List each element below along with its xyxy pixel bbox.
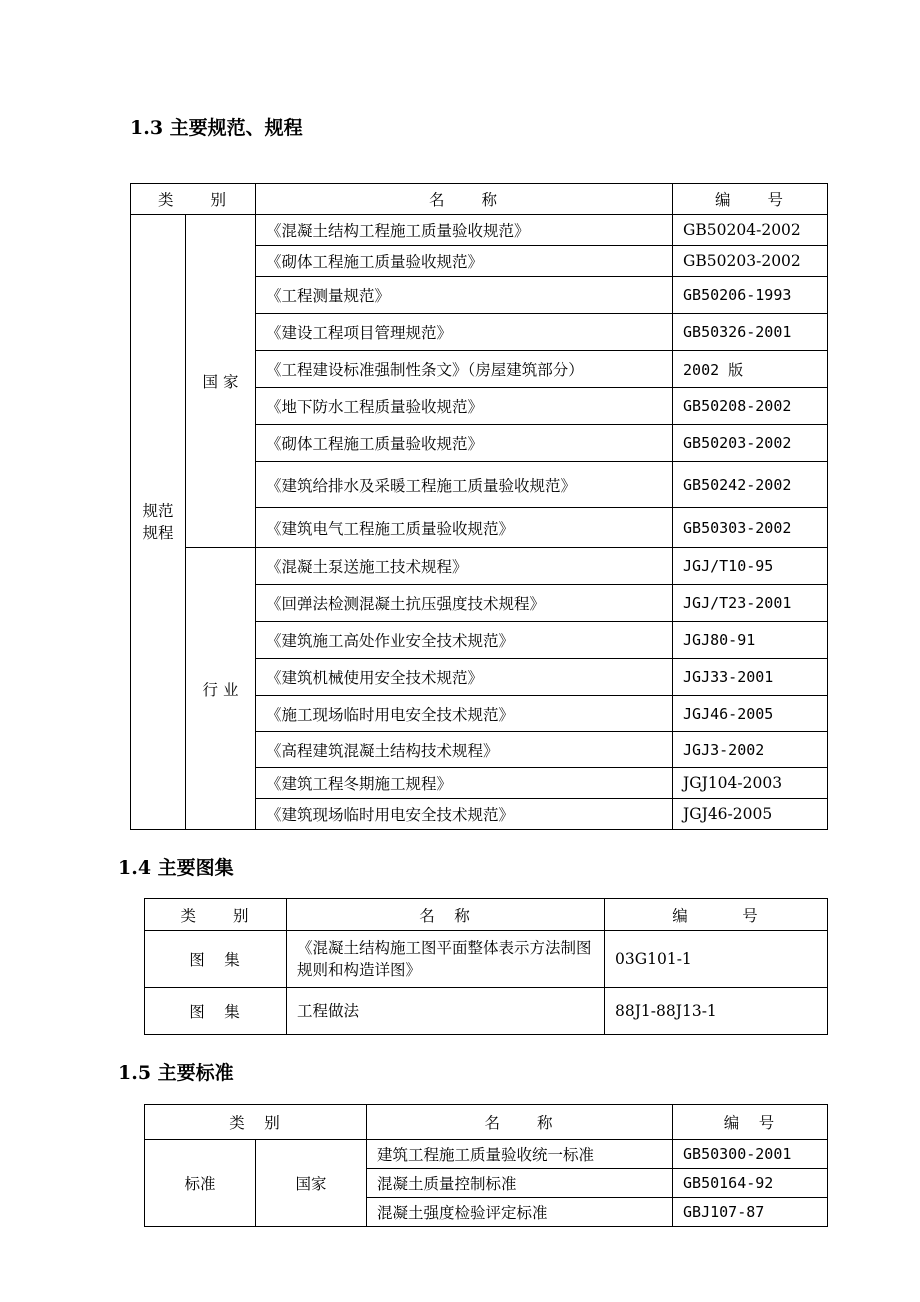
standards-table [144,1104,828,1227]
table-row [131,184,828,215]
group-label: 规范规程 [131,215,186,830]
table-row [145,931,828,988]
standard-code: GB50164-92 [673,1169,828,1198]
section-1-4-heading: 1.4 主要图集 [118,857,234,879]
spec-name: 《工程测量规范》 [256,277,673,314]
standard-name: 混凝土强度检验评定标准 [367,1198,673,1227]
atlas-code: 03G101-1 [605,931,828,988]
specifications-table [130,183,828,830]
spec-code: JGJ3-2002 [673,732,828,768]
spec-code: GB50203-2002 [673,425,828,462]
industry-label: 行 业 [186,548,256,830]
atlas-name: 工程做法 [287,988,605,1035]
header-name: 名 称 [287,899,605,931]
spec-name: 《地下防水工程质量验收规范》 [256,388,673,425]
header-code: 编 号 [673,1105,828,1140]
spec-name: 《工程建设标准强制性条文》（房屋建筑部分） [256,351,673,388]
header-code: 编 号 [673,184,828,215]
spec-name: 《建筑机械使用安全技术规范》 [256,659,673,696]
spec-name: 《施工现场临时用电安全技术规范》 [256,696,673,732]
spec-name: 《建筑给排水及采暖工程施工质量验收规范》 [256,462,673,508]
spec-code: GB50206-1993 [673,277,828,314]
spec-name: 《砌体工程施工质量验收规范》 [256,246,673,277]
spec-code: JGJ46-2005 [673,696,828,732]
section-1-5-heading: 1.5 主要标准 [118,1062,234,1084]
spec-code: JGJ104-2003 [673,768,828,799]
section-1-3-heading: 1.3 主要规范、规程 [130,117,303,139]
spec-code: GB50208-2002 [673,388,828,425]
standard-name: 建筑工程施工质量验收统一标准 [367,1140,673,1169]
header-category: 类 别 [131,184,256,215]
table-row [145,1105,828,1140]
header-name: 名 称 [367,1105,673,1140]
spec-name: 《高程建筑混凝土结构技术规程》 [256,732,673,768]
spec-code: JGJ/T10-95 [673,548,828,585]
atlas-name: 《混凝土结构施工图平面整体表示方法制图规则和构造详图》 [287,931,605,988]
standard-subgroup: 国家 [256,1140,367,1227]
spec-code: JGJ80-91 [673,622,828,659]
table-row [145,1140,828,1169]
table-row [131,215,828,246]
table-row [145,988,828,1035]
header-code: 编 号 [605,899,828,931]
spec-name: 《建筑施工高处作业安全技术规范》 [256,622,673,659]
standard-code: GB50300-2001 [673,1140,828,1169]
spec-name: 《混凝土结构工程施工质量验收规范》 [256,215,673,246]
atlas-code: 88J1-88J13-1 [605,988,828,1035]
atlas-category: 图 集 [145,931,287,988]
spec-name: 《建筑电气工程施工质量验收规范》 [256,508,673,548]
spec-code: GB50303-2002 [673,508,828,548]
table-row [131,548,828,585]
atlas-table [144,898,828,1035]
spec-name: 《回弹法检测混凝土抗压强度技术规程》 [256,585,673,622]
spec-code: JGJ33-2001 [673,659,828,696]
header-category: 类 别 [145,899,287,931]
standard-code: GBJ107-87 [673,1198,828,1227]
spec-name: 《砌体工程施工质量验收规范》 [256,425,673,462]
standard-group: 标准 [145,1140,256,1227]
national-label: 国 家 [186,215,256,548]
spec-code: GB50203-2002 [673,246,828,277]
atlas-category: 图 集 [145,988,287,1035]
spec-code: GB50326-2001 [673,314,828,351]
spec-name: 《建筑现场临时用电安全技术规范》 [256,799,673,830]
spec-name: 《混凝土泵送施工技术规程》 [256,548,673,585]
spec-code: JGJ/T23-2001 [673,585,828,622]
standard-name: 混凝土质量控制标准 [367,1169,673,1198]
spec-code: GB50204-2002 [673,215,828,246]
spec-code: 2002 版 [673,351,828,388]
table-row [145,899,828,931]
spec-code: GB50242-2002 [673,462,828,508]
spec-code: JGJ46-2005 [673,799,828,830]
header-name: 名 称 [256,184,673,215]
spec-name: 《建筑工程冬期施工规程》 [256,768,673,799]
header-category: 类 别 [145,1105,367,1140]
spec-name: 《建设工程项目管理规范》 [256,314,673,351]
